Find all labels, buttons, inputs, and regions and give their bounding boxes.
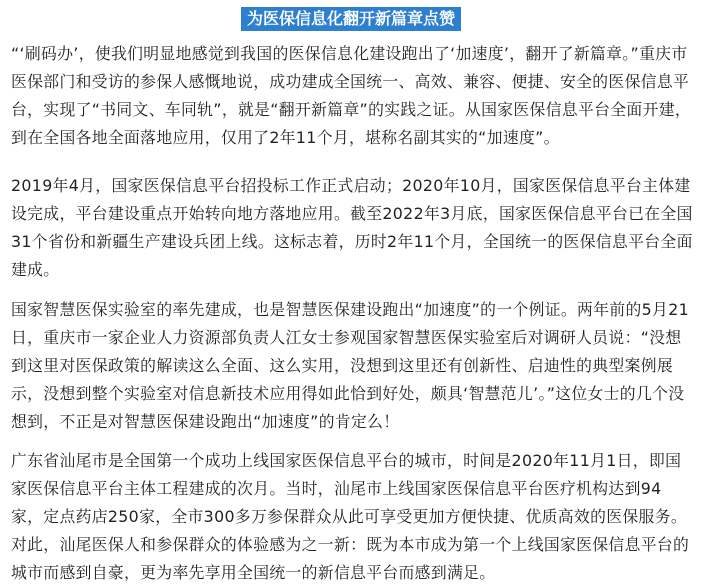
paragraph-3: 国家智慧医保实验室的率先建成，也是智慧医保建设跑出“加速度”的一个例证。两年前的5月21日，重庆市一家企业人力资源部负责人江女士参观国家智慧医保实验室后对调研人员说：“没想到这里对医保政策的解读这么全面、这么实用，没想到这里还有创新性、启迪性的典型案例展示，没想到整个实验室对信息新技术应用得如此恰到好处，颇具‘智慧范儿’。”这位女士的几个没想到，不正是对智慧医保建设跑出“加速度”的肯定么！ <box>11 300 689 431</box>
paragraph-1: “‘刷码办’，使我们明显地感觉到我国的医保信息化建设跑出了‘加速度’，翻开了新篇章。”重庆市医保部门和受访的参保人感慨地说，成功建成全国统一、高效、兼容、便捷、安全的医保信息平台，实现了“书同文、车同轨”，就是“翻开新篇章”的实践之证。从国家医保信息平台全面开建，到在全国各地全面落地应用，仅用了2年11个月，堪称名副其实的“加速度”。 <box>11 44 692 147</box>
article-heading: 为医保信息化翻开新篇章点赞 <box>241 7 461 31</box>
heading-container <box>0 7 702 31</box>
paragraph-4: 广东省汕尾市是全国第一个成功上线国家医保信息平台的城市，时间是2020年11月1日，即国家医保信息平台主体工程建成的次月。当时，汕尾市上线国家医保信息平台医疗机构达到94家，定点药店250家，全市300多万参保群众从此可享受更加方便快捷、优质高效的医保服务。对此，汕尾医保人和参保群众的体验感为之一新：既为本市成为第一个上线国家医保信息平台的城市而感到自豪，更为率先享用全国统一的新信息平台而感到满足。 <box>11 451 690 582</box>
paragraph-2: 2019年4月，国家医保信息平台招投标工作正式启动；2020年10月，国家医保信息平台主体建设完成，平台建设重点开始转向地方落地应用。截至2022年3月底，国家医保信息平台已在全国31个省份和新疆生产建设兵团上线。这标志着，历时2年11个月，全国统一的医保信息平台全面建成。 <box>11 176 693 279</box>
